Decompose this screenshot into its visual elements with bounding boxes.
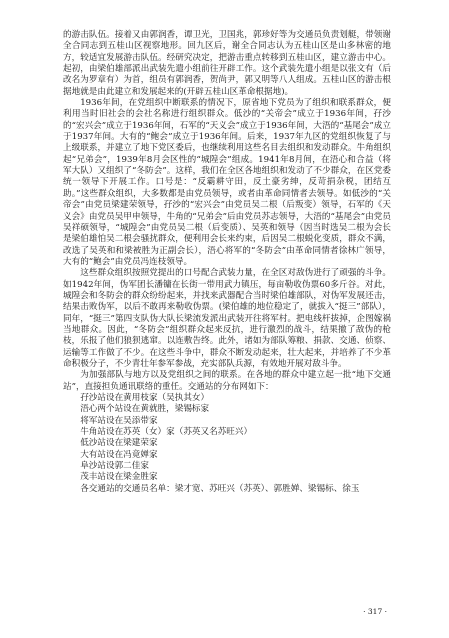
list-item: 低沙站设在梁建荣家 bbox=[80, 438, 158, 449]
station-list bbox=[63, 393, 391, 484]
list-item: 将军站设在吴添带家 bbox=[80, 415, 158, 426]
list-item: 浯心两个站设在黄就胜，梁锡标家 bbox=[80, 404, 210, 415]
paragraph-wuguishan: 的游击队伍。接着又由郭润香，谭卫光，卫国兆，郭珍好等为交通员负责划艇，带领谢全合同志到五桂山区视察地形。回九区后，谢全合同志认为五桂山区是山多林密的地方，较适宜发展游击队伍。经研究决定，把游击重点转移到五桂山区，建立游击中心。起初，由梁伯雄部派出武装先遣小组前往开辟工作。这个武装先遣小组是以张文有（后改名为罗章有）为首，组员有郭润香，贺尚尹，郭又明等八人组成。五桂山区的游击根据地就是由此建立和发展起来的(开辟五桂山区革命根据地)。 bbox=[63, 30, 391, 97]
list-item: 牛角站设在苏英（女）家（苏英又名苏旺兴） bbox=[80, 427, 253, 438]
paragraph-courier-list: 各交通站的交通员名单：梁才宽、苏旺兴（苏英）、郭胜婵、梁锡标、徐玉 bbox=[80, 483, 360, 494]
list-item: 孖沙站设在黄用枝家（吴执其女） bbox=[80, 393, 210, 403]
paragraph-struggles: 这些群众组织按照党提出的口号配合武装力量，在全区对敌伪进行了顽强的斗争。如1942年间，伪军团长潘镛在长街一带用武力镇压，每亩勒收伪票60多斤谷。对此，城隍会和冬防会的群众纷纷起来，并找来武器配合当时梁伯雄部队，对伪军发展还击，结果击败伪军，以后不敢再来勒收伪票。(梁伯雄的地位稳定了，就拔入“挺三”部队），同年，“挺三”第四支队伪大队长梁流发派出武装开往将军村。把电线杆拔掉，企图嫁祸当地群众。因此，“冬防会”组织群众起来反抗，进行激烈的战斗，结果撤了敌伪的枪枝，乐报了他们狼狈逃窜。以连敷告终。此外，诸如为部队筹粮、捐款、交通、侦察、运输等工作做了不少。在这些斗争中，群众不断发动起来，壮大起来，并培养了不少革命积极分子，不少青壮年参军参战，充实部队兵源，有效地开展对敌斗争。 bbox=[63, 268, 391, 369]
list-item: 大有站设在冯竟婵家 bbox=[80, 449, 158, 460]
paragraph-liaison-stations: 为加强部队与地方以及党组织之间的联系。在各地的群众中建立起一批“地下交通站”，直接担负通讯联络的重任。交通站的分布网如下： bbox=[63, 370, 391, 392]
list-item: 茂丰站设在梁金胜家 bbox=[80, 472, 158, 483]
page-number: · 317 · bbox=[363, 607, 387, 616]
paragraph-mass-organizations: 1936年间，在党组织中断联系的情况下，原省地下党员为了组织和联系群众，便利用当时旧社会的会社名称进行组织群众。低沙的“关帝会”成立于1936年间，孖沙的“宏兴会”成立于1936年间，石军的“天义会”成立于1936年间，大浯的“基尾会”成立于1937年间。大有的“鲍会”成立于1936年间。后来，1937年九区的党组织恢复了与上级联系，并建立了地下党区委后，也继续利用这些名目去组织和发动群众。牛角组织起“兄弟会”，1939年8月会区性的“城隍会”组成。1941年8月间，在浯心和合益（将军大队）又组织了“冬防会”。这样，我们在全区各地组织和发动了不少群众，在区党委统一领导下开展工作。口号是：“反霸耕守田，反土豪劣绅，反苛捐杂税，团结互助。”这些群众组织，大多数都是由党员领导，或者由革命同情者去领导。如低沙的“关帝会”由党员梁建荣领导，孖沙的“宏兴会”由党员吴二根（后叛变）领导，石军的《天义会》由党员吴甲申领导，牛角的“兄弟会”后由党员苏志领导，大浯的“基尾会”由党员吴祥硕领导，“城隍会”由党员吴二根（后变质）、吴英和领导（因当时选吴二根为会长是梁伯雄怕吴二根会骚扰群众，便利用会长来约束，后因吴二根蜕化变质，群众不满，改选了吴英和和梁被胜为正副会长），浯心将军的“冬防会”由革命同情者徐林广领导，大有的“鲍会”由党员冯连枝领导。 bbox=[63, 98, 391, 267]
list-item: 阜沙站设郭二佳家 bbox=[80, 461, 149, 472]
document-body bbox=[63, 30, 391, 495]
